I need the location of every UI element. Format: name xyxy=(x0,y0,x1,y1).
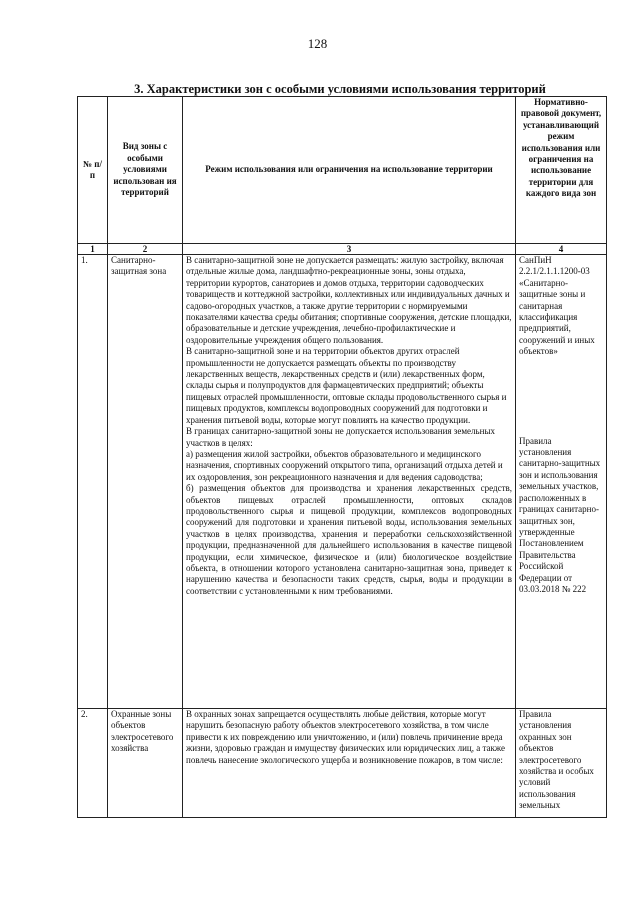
section-title: 3. Характеристики зон с особыми условиями использования территорий xyxy=(134,82,546,96)
normative-document-text: Правила установления санитарно-защитных зон и использования земельных участков, расположенных в границах санитарно-защитных зон, утвержденные Постановлением Правительства Российской Федерации от 03.03.2018 № 222 xyxy=(519,435,601,594)
regime-paragraph: В границах санитарно-защитной зоны не допускается использования земельных участков в целях: xyxy=(186,426,496,448)
column-number: 2 xyxy=(108,244,183,255)
normative-document xyxy=(516,255,607,709)
regime-paragraph: В охранных зонах запрещается осуществлять любые действия, которые могут нарушить безопасную работу объектов электросетевого хозяйства, в том числе привести к их повреждению или уничтожению, и (или) повлечь причинение вреда жизни, здоровью граждан и имуществу физических или юридических лиц, а также повлечь нанесение экологического ущерба и возникновение пожаров, в том числе: xyxy=(186,709,505,765)
row-number: 1. xyxy=(78,255,108,709)
header-number: № п/п xyxy=(78,97,108,244)
header-regime: Режим использования или ограничения на использование территории xyxy=(183,97,516,244)
table-row xyxy=(78,709,607,818)
table-header-row xyxy=(78,97,607,244)
header-zone-type: Вид зоны с особыми условиями использован ия территорий xyxy=(108,97,183,244)
normative-document-text: СанПиН 2.2.1/2.1.1.1200-03 «Санитарно-защитные зоны и санитарная классификация предприятий, сооружений и иных объектов» xyxy=(519,255,595,357)
normative-document xyxy=(516,709,607,818)
regime-paragraph: а) размещения жилой застройки, объектов образовательного и медицинского назначения, спортивных сооружений открытого типа, организаций отдыха детей и их оздоровления, зон рекреационного назначения и для ведения садоводства; xyxy=(186,448,503,482)
column-number: 1 xyxy=(78,244,108,255)
zone-type: Охранные зоны объектов электросетевого хозяйства xyxy=(108,709,183,818)
regime-text xyxy=(183,255,516,709)
column-numbers-row xyxy=(78,244,607,255)
spacer xyxy=(519,358,603,436)
regime-paragraph: б) размещения объектов для производства и хранения лекарственных средств, объектов пищевых отраслей промышленности, оптовых складов продовольственного сырья и пищевой продукции, комплексов водопроводных сооружений для подготовки и хранения питьевой воды, использования земельных участков в целях производства, хранения и переработки сельскохозяйственной продукции, предназначенной для дальнейшего использования в качестве пищевой продукции, если химическое, физическое и (или) биологическое воздействие объекта, в отношении которого установлена санитарно-защитная зона, приведет к нарушению качества и безопасности таких средств, сырья, воды и продукции в соответствии с установленными к ним требованиями. xyxy=(186,483,512,596)
row-number: 2. xyxy=(78,709,108,818)
column-number: 3 xyxy=(183,244,516,255)
column-number: 4 xyxy=(516,244,607,255)
table-row xyxy=(78,255,607,709)
zone-type: Санитарно-защитная зона xyxy=(108,255,183,709)
regime-paragraph: В санитарно-защитной зоне и на территории объектов других отраслей промышленности не допускается размещать объекты по производству лекарственных веществ, лекарственных средств и (или) лекарственных форм, склады сырья и полупродуктов для фармацевтических предприятий; объекты пищевых отраслей промышленности, оптовые склады продовольственного сырья и пищевых продуктов, комплексы водопроводных сооружений для подготовки и хранения питьевой воды, которые могут повлиять на качество продукции. xyxy=(186,346,507,425)
regime-text xyxy=(183,709,516,818)
normative-document-text: Правила установления охранных зон объектов электросетевого хозяйства и особых условий использования земельных xyxy=(519,709,594,811)
header-normative-document: Нормативно-правовой документ, устанавливающий режим использования или ограничения на использование территории для каждого вида зон xyxy=(516,97,607,244)
zones-table xyxy=(77,96,607,818)
regime-paragraph: В санитарно-защитной зоне не допускается размещать: жилую застройку, включая отдельные жилые дома, ландшафтно-рекреационные зоны, зоны отдыха, территории курортов, санаториев и домов отдыха, территории садоводческих товариществ и коттеджной застройки, коллективных или индивидуальных дачных и садово-огородных участков, а также другие территории с нормируемыми показателями качества среды обитания; спортивные сооружения, детские площадки, образовательные и детские учреждения, лечебно-профилактические и оздоровительные учреждения общего пользования. xyxy=(186,255,512,345)
page-number: 128 xyxy=(307,36,328,51)
